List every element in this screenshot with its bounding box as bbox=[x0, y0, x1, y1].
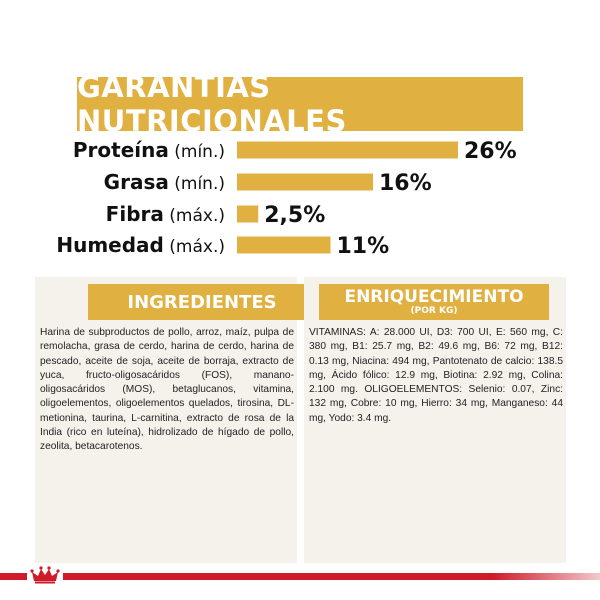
bar-humedad bbox=[237, 237, 331, 254]
nutritional-guarantees-title: GARANTÍAS NUTRICIONALES bbox=[77, 77, 523, 131]
value-label-humedad: 11% bbox=[336, 234, 390, 259]
footer-brand-line bbox=[0, 573, 600, 580]
ingredients-title: INGREDIENTES bbox=[88, 284, 316, 320]
enrichment-title-block bbox=[319, 284, 549, 320]
category-label-grasa: Grasa (mín.) bbox=[103, 170, 225, 194]
bar-fibra bbox=[237, 206, 258, 223]
value-label-proteina: 26% bbox=[464, 139, 517, 164]
category-label-fibra: Fibra (máx.) bbox=[105, 202, 225, 226]
category-label-proteina: Proteína (mín.) bbox=[72, 138, 225, 162]
enrichment-text: VITAMINAS: A: 28.000 UI, D3: 700 UI, E: 560 mg, C: 380 mg, B1: 25.7 mg, B2: 49.6 mg, B6: 72 mg, B12: 0.13 mg, Niacina: 494 mg, Pantotenato de calcio: 138.5 mg, Ácido fólico: 12.9 mg, Biotina: 2.92 mg, Colina: 2.100 mg. OLIGOELEMENTOS: Selenio: 0.07, Zinc: 132 mg, Cobre: 10 mg, Hierro: 34 mg, Manganeso: 44 mg, Yodo: 3.4 mg. bbox=[309, 327, 563, 424]
category-label-humedad: Humedad (máx.) bbox=[56, 233, 225, 257]
value-label-fibra: 2,5% bbox=[264, 203, 326, 228]
value-label-grasa: 16% bbox=[379, 171, 432, 196]
ingredients-text: Harina de subproductos de pollo, arroz, maíz, pulpa de remolacha, grasa de cerdo, harina de cerdo, harina de pescado, aceite de soja, aceite de borraja, extracto de yuca, fructo-oligosacáridos (FOS), manano-oligosacáridos (MOS), betaglucanos, vitamina, oligoelementos, oligoelementos quelados, tirosina, DL-metionina, taurina, L-carnitina, extracto de rosa de la India (rico en luteína), hidrolizado de hígado de pollo, zeolita, betacarotenos. bbox=[40, 327, 294, 453]
nutrition-bar-chart bbox=[0, 130, 600, 260]
bar-proteina bbox=[237, 142, 458, 159]
crown-icon bbox=[27, 563, 63, 585]
bar-grasa bbox=[237, 174, 373, 191]
enrichment-title: ENRIQUECIMIENTO bbox=[344, 286, 524, 307]
enrichment-subtitle: (POR KG) bbox=[410, 305, 458, 316]
